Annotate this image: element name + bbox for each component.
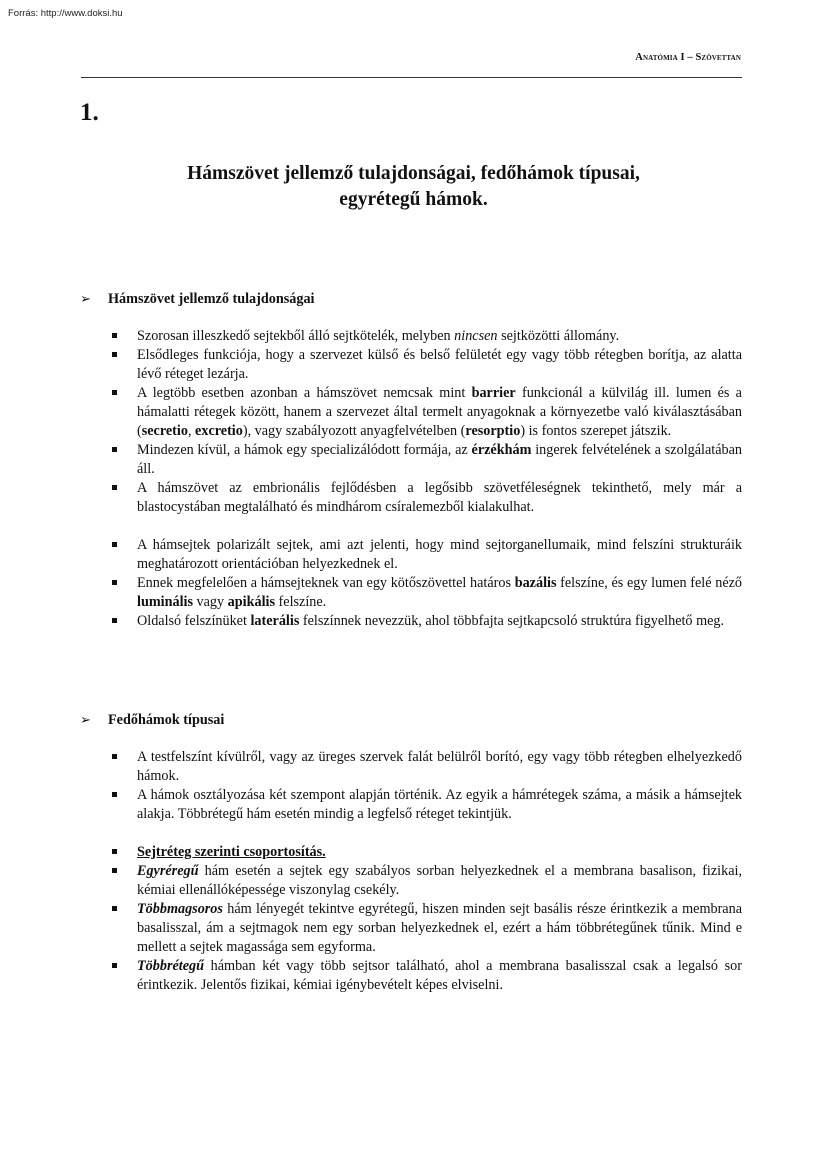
text-run: hám esetén a sejtek egy szabályos sorban helyezkednek el a membrana basalison, fizikai, kémiai ellenállóképessége viszonylag csekély. [137, 863, 742, 898]
text-run: ) is fontos szerepet játszik. [520, 423, 672, 439]
list-item [137, 900, 742, 957]
text-run: A hámsejtek polarizált sejtek, ami azt jelenti, hogy mind sejtorganellumaik, mind felszíni strukturáik meghatározott orientációban helyezkednek el. [137, 537, 742, 572]
emphasis-text: barrier [471, 385, 516, 401]
text-run: A hámszövet az embrionális fejlődésben a legősibb szövetféleségnek tekinthető, mely már a blastocystában megtalálható és mindhárom csíralemezből kialakulhat. [137, 480, 742, 515]
list-item [137, 574, 742, 612]
square-bullet-icon [112, 618, 117, 623]
text-run: A legtöbb esetben azonban a hámszövet nemcsak mint [137, 385, 472, 401]
bullet-list [80, 327, 742, 517]
text-run: vagy [192, 594, 228, 610]
emphasis-text: Többmagsoros [137, 901, 223, 917]
square-bullet-icon [112, 963, 117, 968]
section-heading-text: Fedőhámok típusai [108, 711, 225, 728]
emphasis-text: érzékhám [471, 442, 532, 458]
section-properties [80, 290, 742, 631]
text-run: , [187, 423, 196, 439]
list-item [137, 612, 742, 631]
title-line-2: egyrétegű hámok. [339, 189, 488, 210]
emphasis-text: Többrétegű [137, 958, 204, 974]
bullet-list [80, 536, 742, 631]
list-item [137, 479, 742, 517]
section-heading [80, 711, 742, 729]
list-item [137, 441, 742, 479]
bullet-groups [80, 748, 742, 995]
section-heading-text: Hámszövet jellemző tulajdonságai [108, 290, 315, 307]
text-run: ), vagy szabályozott anyagfelvételben ( [242, 423, 466, 439]
square-bullet-icon [112, 580, 117, 585]
square-bullet-icon [112, 447, 117, 452]
text-run: Oldalsó felszínüket [137, 613, 251, 629]
list-item [137, 957, 742, 995]
text-run: felszíne. [275, 594, 327, 610]
square-bullet-icon [112, 352, 117, 357]
list-item [137, 786, 742, 824]
list-item [137, 327, 742, 346]
arrow-bullet-icon: ➢ [80, 712, 91, 727]
square-bullet-icon [112, 754, 117, 759]
square-bullet-icon [112, 906, 117, 911]
text-run: sejtközötti állomány. [497, 328, 620, 344]
text-run: Ennek megfelelően a hámsejteknek van egy kötőszövettel határos [137, 575, 515, 591]
running-head: Anatómia I – Szövettan [635, 52, 741, 63]
text-run: Szorosan illeszkedő sejtekből álló sejtkötelék, melyben [137, 328, 455, 344]
chapter-number: 1. [80, 99, 99, 126]
text-run: felszínnek nevezzük, ahol többfajta sejtkapcsoló struktúra figyelhető meg. [299, 613, 725, 629]
list-item [137, 748, 742, 786]
section-heading [80, 290, 742, 308]
emphasis-text: secretio [141, 423, 188, 439]
emphasis-text: luminális [137, 594, 193, 610]
list-item [137, 862, 742, 900]
list-item [137, 384, 742, 441]
text-run: A testfelszínt kívülről, vagy az üreges szervek falát belülről borító, egy vagy több rétegben elhelyezkedő hámok. [137, 749, 742, 784]
emphasis-text: Egyréregű [137, 863, 199, 879]
emphasis-text: apikális [227, 594, 275, 610]
square-bullet-icon [112, 542, 117, 547]
title-line-1: Hámszövet jellemző tulajdonságai, fedőhámok típusai, [187, 163, 640, 184]
arrow-bullet-icon: ➢ [80, 291, 91, 306]
source-note: Forrás: http://www.doksi.hu [8, 8, 123, 19]
square-bullet-icon [112, 868, 117, 873]
emphasis-text: laterális [250, 613, 300, 629]
text-run: hámban két vagy több sejtsor található, ahol a membrana basalisszal csak a legalsó sor érintkezik. Jelentős fizikai, kémiai igénybevételt képes elviselni. [137, 958, 742, 993]
bullet-groups [80, 327, 742, 631]
header-rule [81, 77, 742, 78]
emphasis-text: Sejtréteg szerinti csoportosítás. [137, 844, 326, 860]
list-item [137, 536, 742, 574]
emphasis-text: excretio [195, 423, 243, 439]
text-run: funkcionál a külvilág ill. lumen és a hámalatti rétegek között, hanem a szervezet által termelt anyagoknak a környezetbe való kiválasztásában ( [137, 385, 742, 439]
text-run: Mindezen kívül, a hámok egy specializálódott formája, az [137, 442, 472, 458]
bullet-list [80, 843, 742, 995]
emphasis-text: nincsen [454, 328, 498, 344]
emphasis-text: resorptio [465, 423, 521, 439]
text-run: A hámok osztályozása két szempont alapján történik. Az egyik a hámrétegek száma, a másik a hámsejtek alakja. Többrétegű hám esetén mindig a legfelső réteget tekintjük. [137, 787, 742, 822]
square-bullet-icon [112, 333, 117, 338]
section-covering-types [80, 711, 742, 995]
emphasis-text: bazális [514, 575, 557, 591]
text-run: felszíne, és egy lumen felé néző [556, 575, 743, 591]
square-bullet-icon [112, 792, 117, 797]
bullet-list [80, 748, 742, 824]
document-title [100, 161, 727, 213]
text-run: hám lényegét tekintve egyrétegű, hiszen minden sejt basális része érintkezik a membrana basalisszal, ám a sejtmagok nem egy sorban helyezkednek el, ezért a hám többrétegűnek tűnik. Mind e mellett a sejtek magassága sem egyforma. [137, 901, 742, 955]
square-bullet-icon [112, 849, 117, 854]
list-item [137, 346, 742, 384]
list-item [137, 843, 742, 862]
square-bullet-icon [112, 390, 117, 395]
square-bullet-icon [112, 485, 117, 490]
text-run: Elsődleges funkciója, hogy a szervezet külső és belső felületét egy vagy több rétegben borítja, az alatta lévő réteget lezárja. [137, 347, 742, 382]
text-run: ingerek felvételének a szolgálatában áll. [137, 442, 742, 477]
